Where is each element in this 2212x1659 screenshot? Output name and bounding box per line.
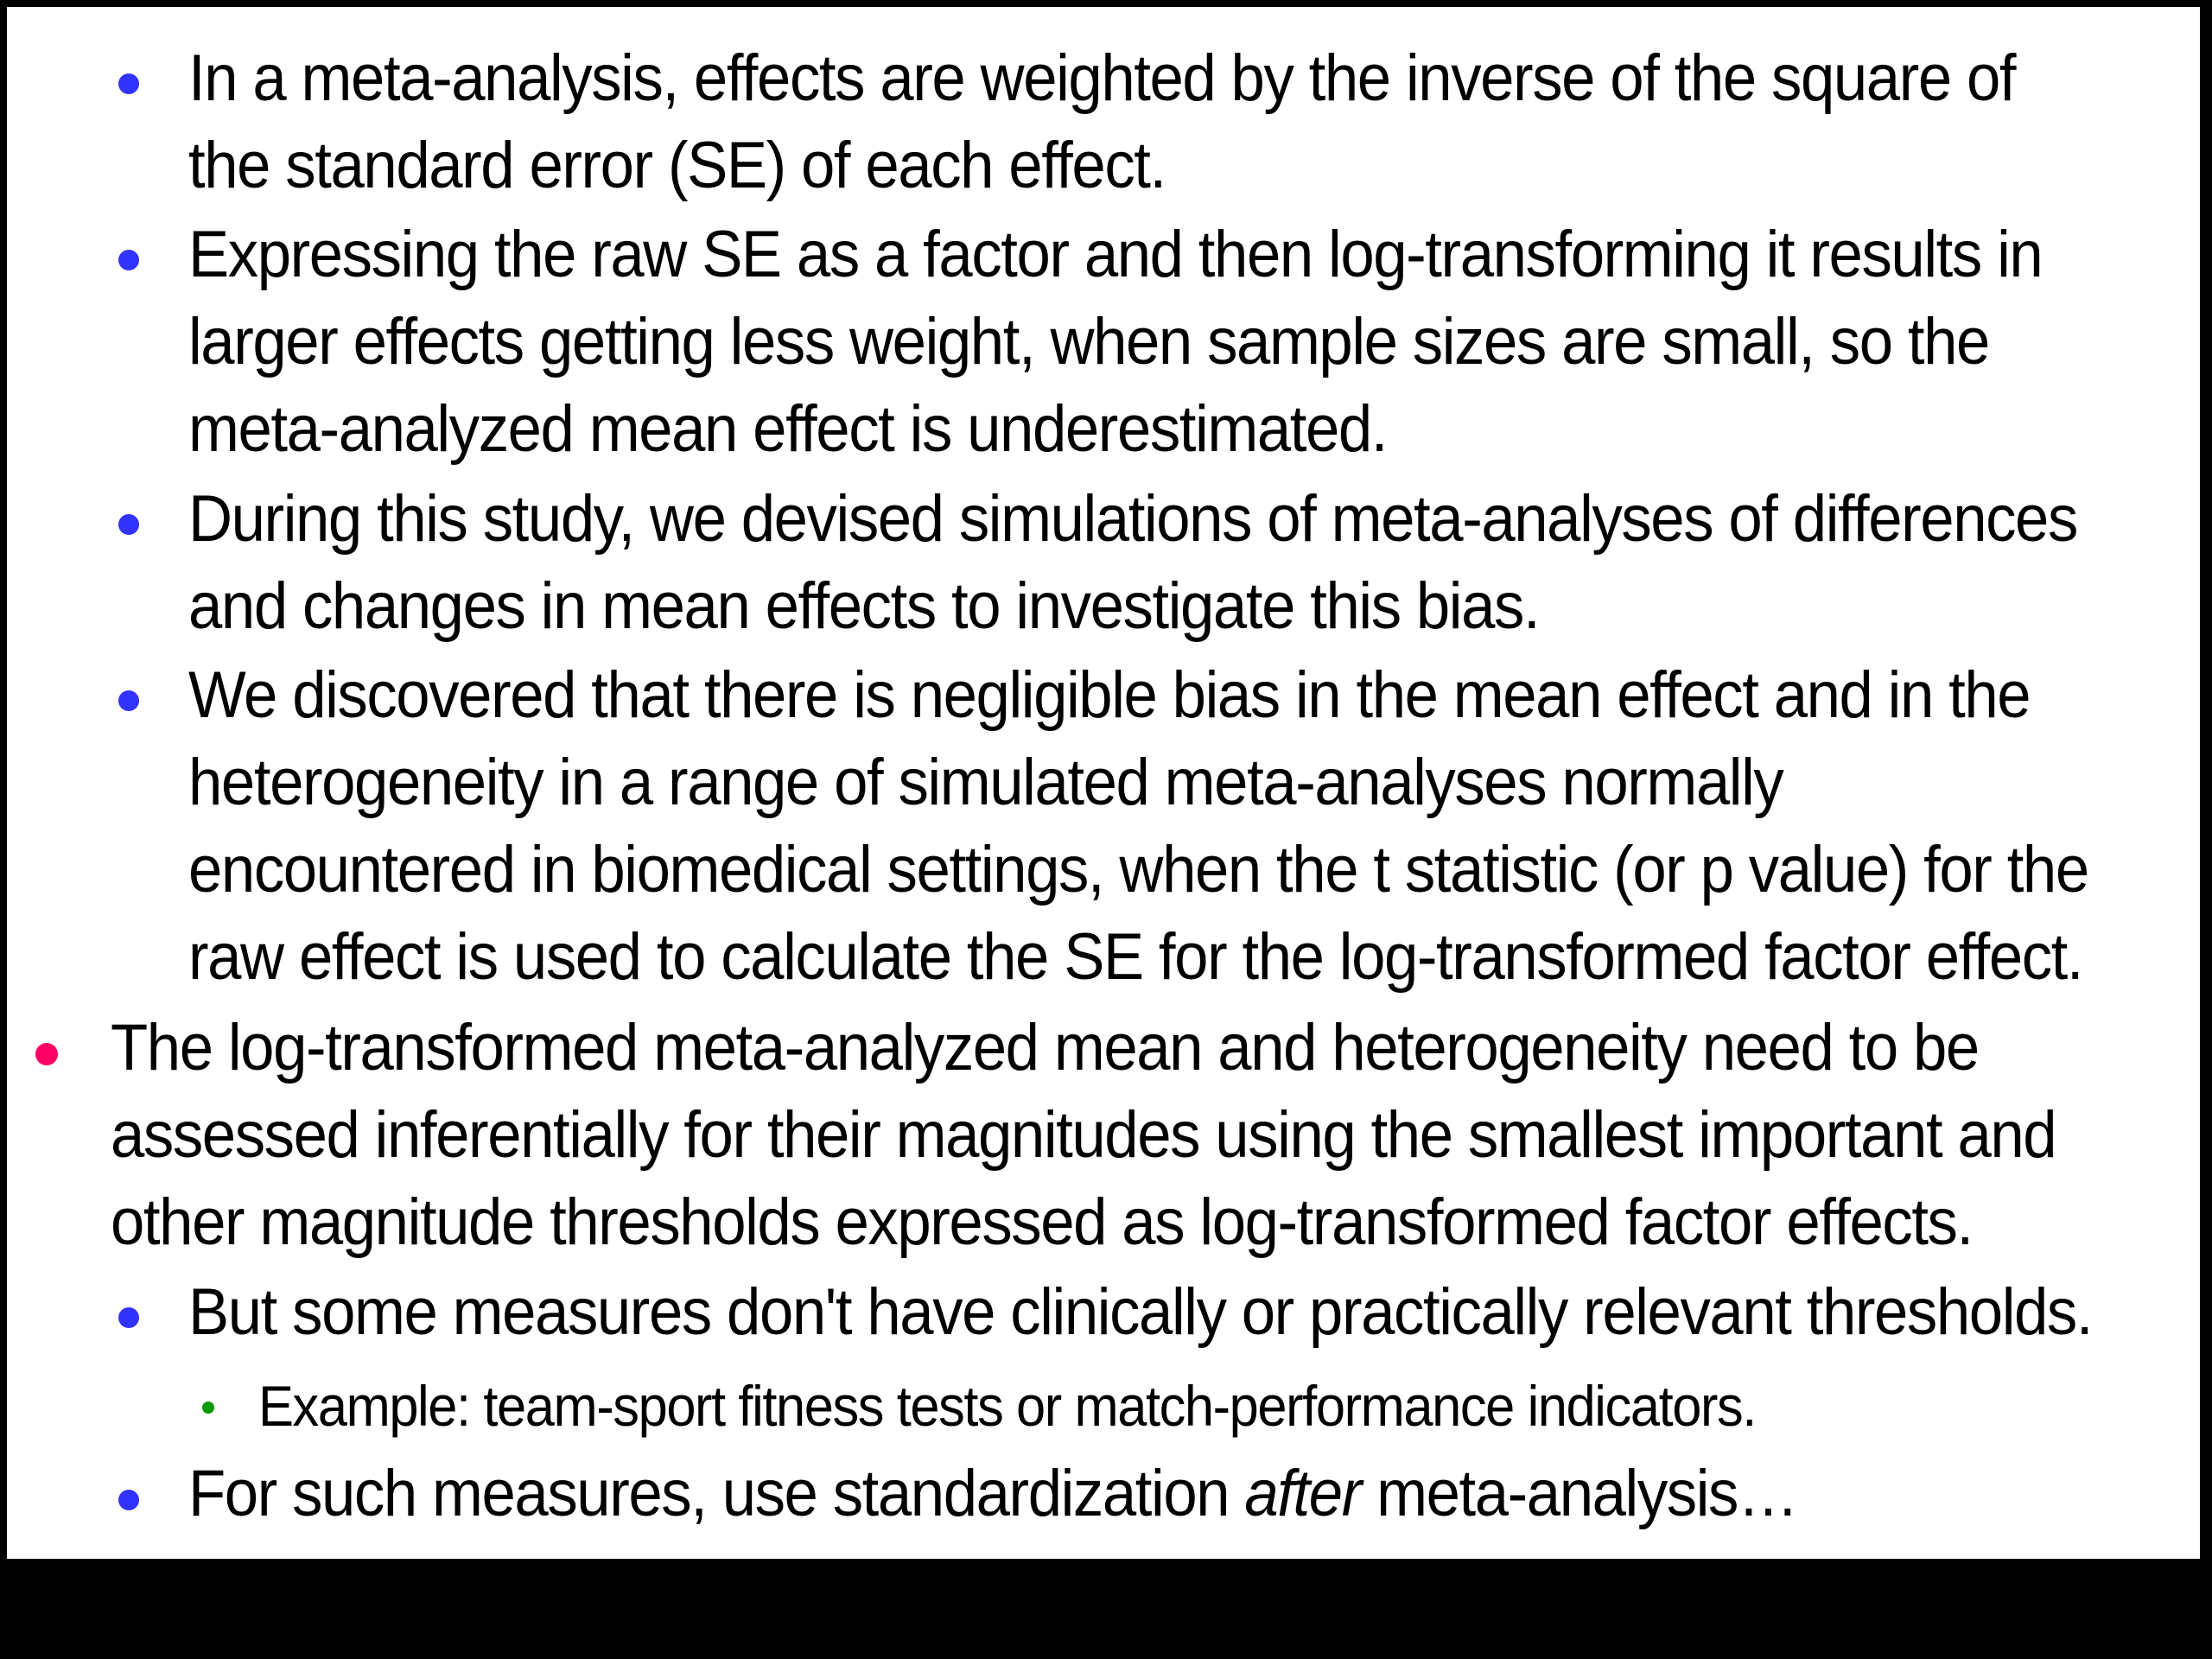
bullet-text bbox=[111, 1004, 2056, 1266]
bullet-line: The log-transformed meta-analyzed mean and heterogeneity need to be bbox=[111, 1011, 1979, 1084]
bullet-text-italic: after bbox=[1244, 1457, 1361, 1530]
bullet-text bbox=[188, 1268, 2092, 1356]
bullet-dot bbox=[118, 690, 139, 711]
bullet-text bbox=[188, 35, 2015, 209]
bullet-text-part: For such measures, use standardization bbox=[188, 1457, 1245, 1530]
bullet-dot bbox=[35, 1043, 58, 1065]
bullet-line: other magnitude thresholds expressed as log-transformed factor effects. bbox=[111, 1185, 1973, 1259]
bullet-line: During this study, we devised simulations of meta-analyses of differences bbox=[188, 482, 2077, 556]
bullet-line: assessed inferentially for their magnitudes using the smallest important and bbox=[111, 1098, 2056, 1172]
bullet-dot bbox=[202, 1402, 214, 1414]
bullet-text bbox=[188, 1450, 1797, 1537]
bullet-text bbox=[188, 211, 2042, 473]
bullet-dot bbox=[118, 73, 139, 94]
bullet-text bbox=[188, 475, 2077, 650]
bullet-dot bbox=[118, 250, 139, 270]
bullet-line: Example: team-sport fitness tests or match-performance indicators. bbox=[258, 1374, 1756, 1438]
bullet-line: larger effects getting less weight, when sample sizes are small, so the bbox=[188, 305, 1989, 378]
slide bbox=[7, 7, 2200, 1559]
bullet-line: the standard error (SE) of each effect. bbox=[188, 129, 1166, 202]
bullet-line: meta-analyzed mean effect is underestimated. bbox=[188, 392, 1388, 466]
bullet-line: raw effect is used to calculate the SE for the log-transformed factor effect. bbox=[188, 920, 2083, 994]
bullet-text bbox=[258, 1367, 1756, 1445]
bullet-line: But some measures don't have clinically or practically relevant thresholds. bbox=[188, 1275, 2093, 1349]
bullet-line bbox=[188, 1450, 1797, 1537]
bullet-dot bbox=[118, 514, 139, 535]
bullet-line: heterogeneity in a range of simulated meta-analyses normally bbox=[188, 746, 1783, 819]
bullet-line: We discovered that there is negligible bias in the mean effect and in the bbox=[188, 658, 2031, 732]
bullet-line: Expressing the raw SE as a factor and then log-transforming it results in bbox=[188, 218, 2043, 291]
bullet-line: In a meta-analysis, effects are weighted by the inverse of the square of bbox=[188, 41, 2016, 115]
bullet-text bbox=[188, 652, 2088, 1001]
bullet-line: and changes in mean effects to investigate this bias. bbox=[188, 569, 1540, 643]
bullet-text-part: meta-analysis… bbox=[1360, 1457, 1798, 1530]
bullet-line: encountered in biomedical settings, when the t statistic (or p value) for the bbox=[188, 833, 2088, 906]
bullet-dot bbox=[118, 1307, 139, 1328]
bullet-dot bbox=[118, 1490, 139, 1510]
